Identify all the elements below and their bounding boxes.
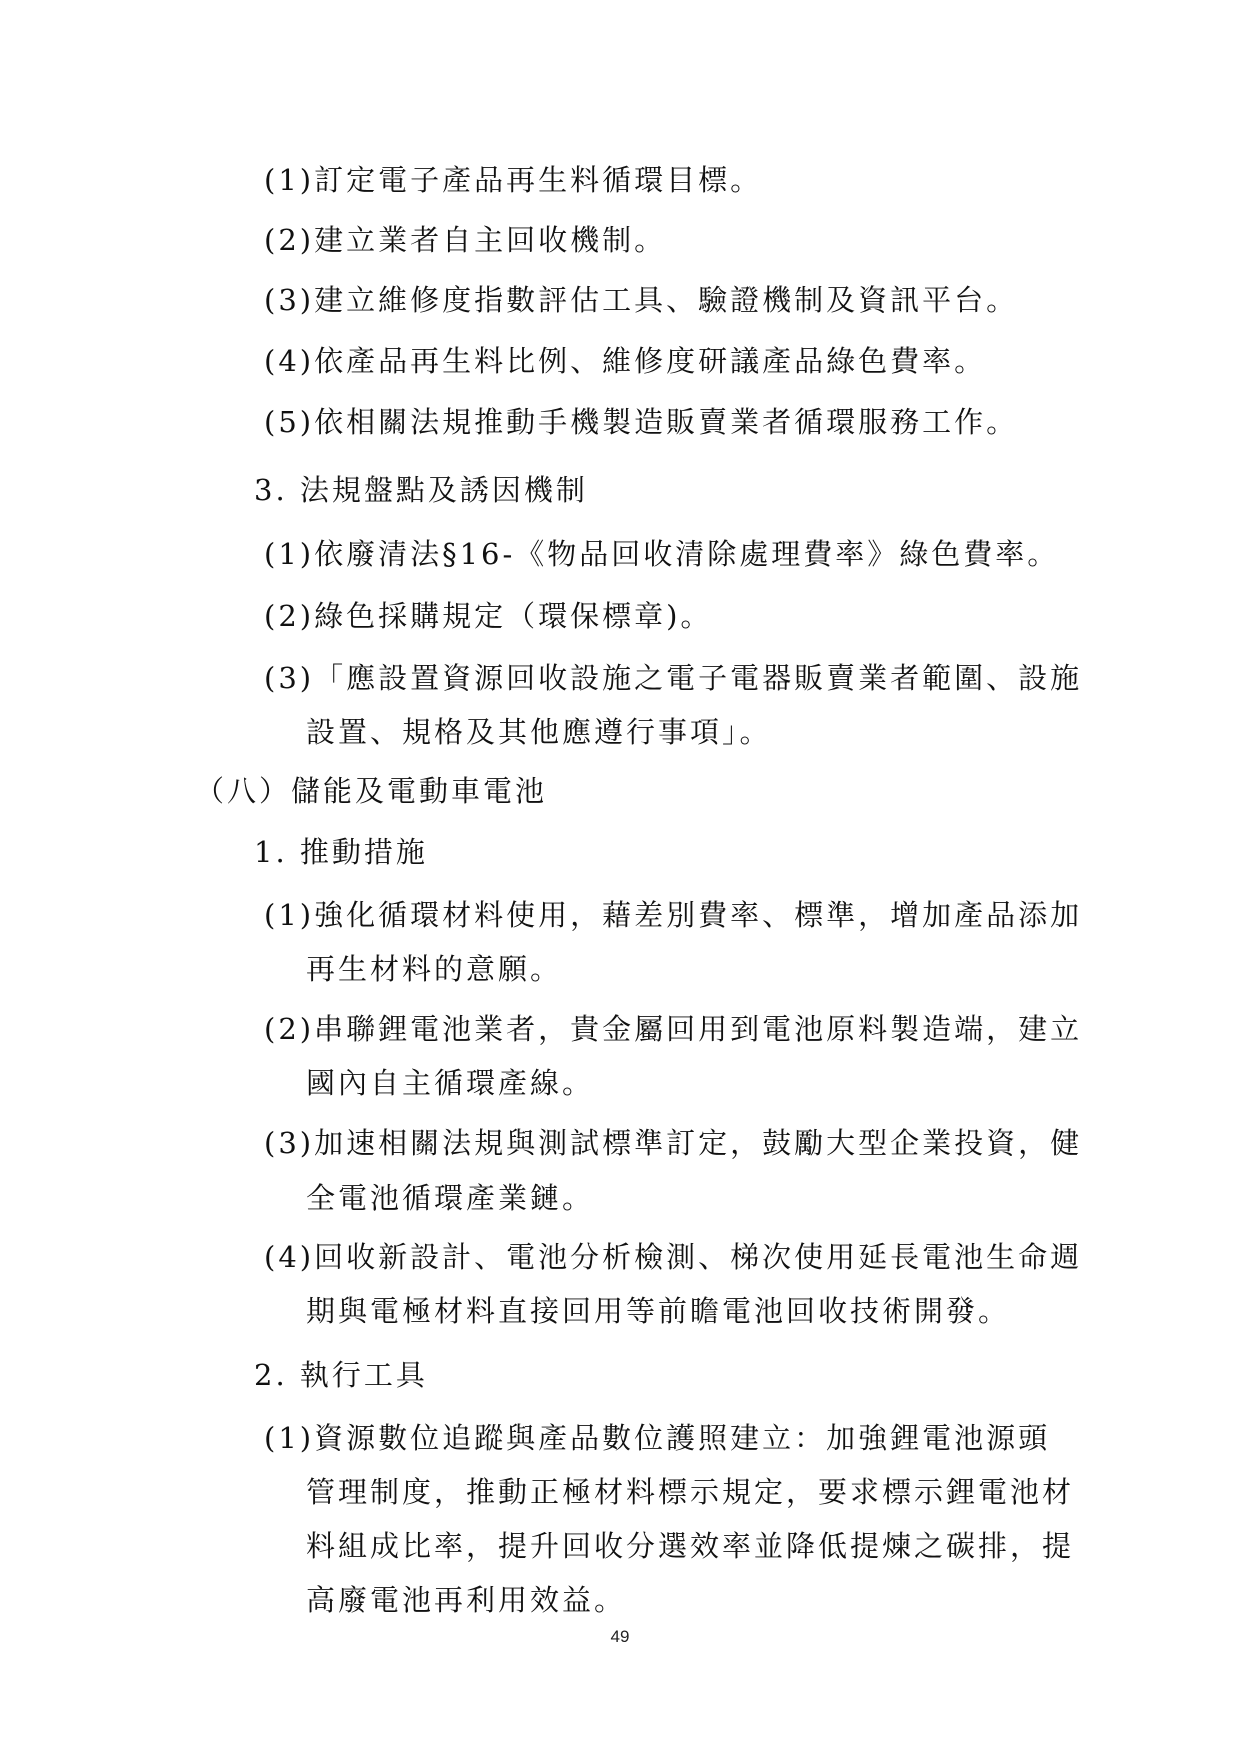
list-item: (3)建立維修度指數評估工具、驗證機制及資訊平台。 <box>264 283 1019 317</box>
list-item-continuation: 全電池循環產業鏈。 <box>306 1181 595 1215</box>
list-item: (3)「應設置資源回收設施之電子電器販賣業者範圍、設施 <box>264 661 1083 695</box>
list-item: (5)依相關法規推動手機製造販賣業者循環服務工作。 <box>264 405 1019 439</box>
subsection-heading: 2. 執行工具 <box>254 1358 428 1392</box>
list-item: (2)建立業者自主回收機制。 <box>264 223 667 257</box>
subsection-heading: 3. 法規盤點及誘因機制 <box>254 473 588 507</box>
list-item: (4)依產品再生料比例、維修度研議產品綠色費率。 <box>264 344 987 378</box>
list-item: (4)回收新設計、電池分析檢測、梯次使用延長電池生命週 <box>264 1240 1083 1274</box>
list-item-continuation: 設置、規格及其他應遵行事項」。 <box>306 715 772 749</box>
page-number: 49 <box>610 1627 630 1646</box>
list-item-continuation: 國內自主循環產線。 <box>306 1066 595 1100</box>
list-item-continuation: 再生材料的意願。 <box>306 952 563 986</box>
list-item-continuation: 管理制度，推動正極材料標示規定，要求標示鋰電池材 <box>306 1475 1075 1509</box>
list-item-continuation: 期與電極材料直接回用等前瞻電池回收技術開發。 <box>306 1294 1011 1328</box>
list-item: (2)綠色採購規定（環保標章)。 <box>264 599 713 633</box>
list-item: (1)訂定電子產品再生料循環目標。 <box>264 163 763 197</box>
subsection-heading: 1. 推動措施 <box>254 835 428 869</box>
list-item: (3)加速相關法規與測試標準訂定，鼓勵大型企業投資，健 <box>264 1126 1083 1160</box>
list-item: (2)串聯鋰電池業者，貴金屬回用到電池原料製造端，建立 <box>264 1012 1083 1046</box>
list-item: (1)依廢清法§16-《物品回收清除處理費率》綠色費率。 <box>264 537 1060 571</box>
list-item: (1)強化循環材料使用，藉差別費率、標準，增加產品添加 <box>264 898 1083 932</box>
list-item: (1)資源數位追蹤與產品數位護照建立：加強鋰電池源頭 <box>264 1421 1051 1455</box>
list-item-continuation: 料組成比率，提升回收分選效率並降低提煉之碳排，提 <box>306 1529 1075 1563</box>
list-item-continuation: 高廢電池再利用效益。 <box>306 1583 627 1617</box>
section-heading: （八）儲能及電動車電池 <box>195 774 548 808</box>
